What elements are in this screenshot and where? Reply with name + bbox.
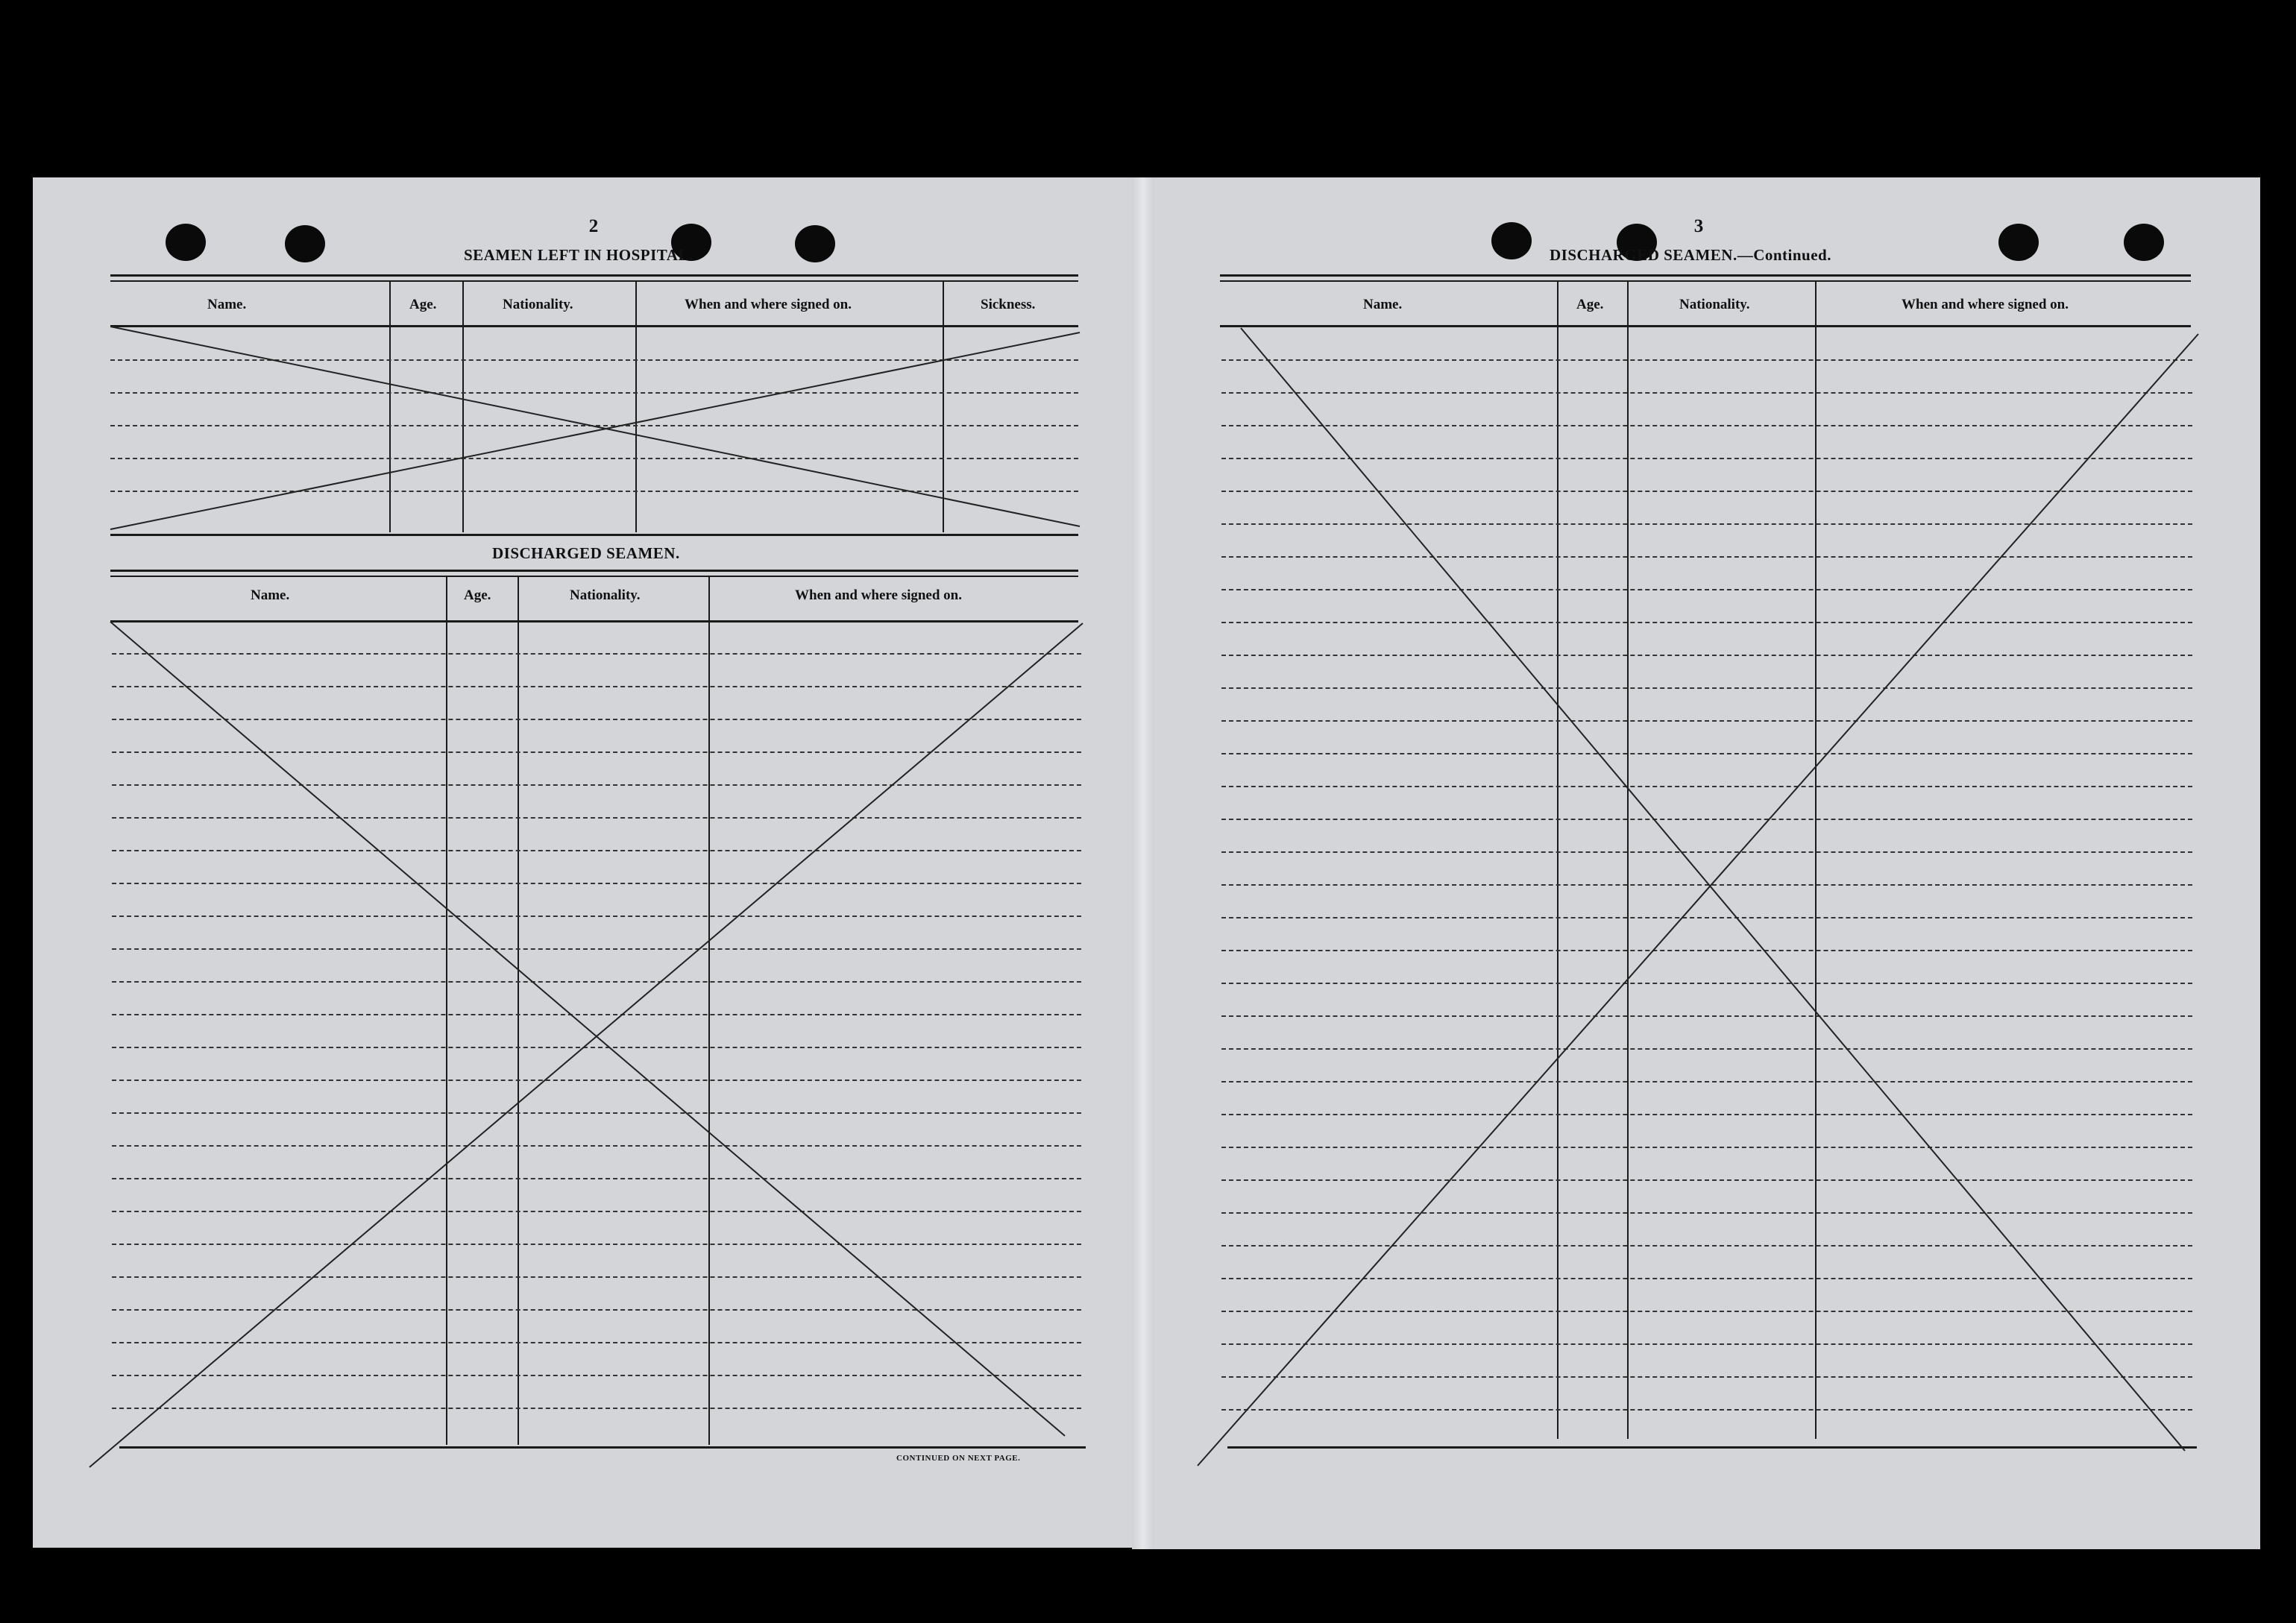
section-title-discharged-continued: DISCHARGED SEAMEN.—Continued.: [1550, 246, 1831, 264]
col-header-signed-on: When and where signed on.: [1902, 297, 2069, 312]
hospital-cross-stroke: [110, 327, 1080, 526]
hospital-cross-stroke: [110, 333, 1080, 529]
section-title-discharged: DISCHARGED SEAMEN.: [492, 544, 680, 562]
discharged-cross-stroke: [89, 623, 1083, 1467]
col-header-signed-on: When and where signed on.: [685, 297, 852, 312]
col-header-age: Age.: [409, 297, 437, 312]
col-header-nationality: Nationality.: [570, 587, 641, 603]
col-header-name: Name.: [207, 297, 247, 312]
col-header-age: Age.: [464, 587, 491, 603]
continued-cross-stroke: [1241, 328, 2185, 1451]
col-header-nationality: Nationality.: [503, 297, 573, 312]
page-number: 2: [588, 216, 599, 236]
col-header-name: Name.: [251, 587, 290, 603]
col-header-age: Age.: [1576, 297, 1604, 312]
section-title-hospital: SEAMEN LEFT IN HOSPITAL.: [464, 246, 693, 264]
col-header-sickness: Sickness.: [981, 297, 1036, 312]
continued-cross-stroke: [1198, 334, 2198, 1466]
col-header-name: Name.: [1363, 297, 1403, 312]
col-header-nationality: Nationality.: [1679, 297, 1750, 312]
discharged-cross-stroke: [110, 622, 1065, 1436]
continued-note: CONTINUED ON NEXT PAGE.: [896, 1454, 1021, 1463]
col-header-signed-on: When and where signed on.: [795, 587, 963, 603]
page-number: 3: [1693, 216, 1704, 236]
